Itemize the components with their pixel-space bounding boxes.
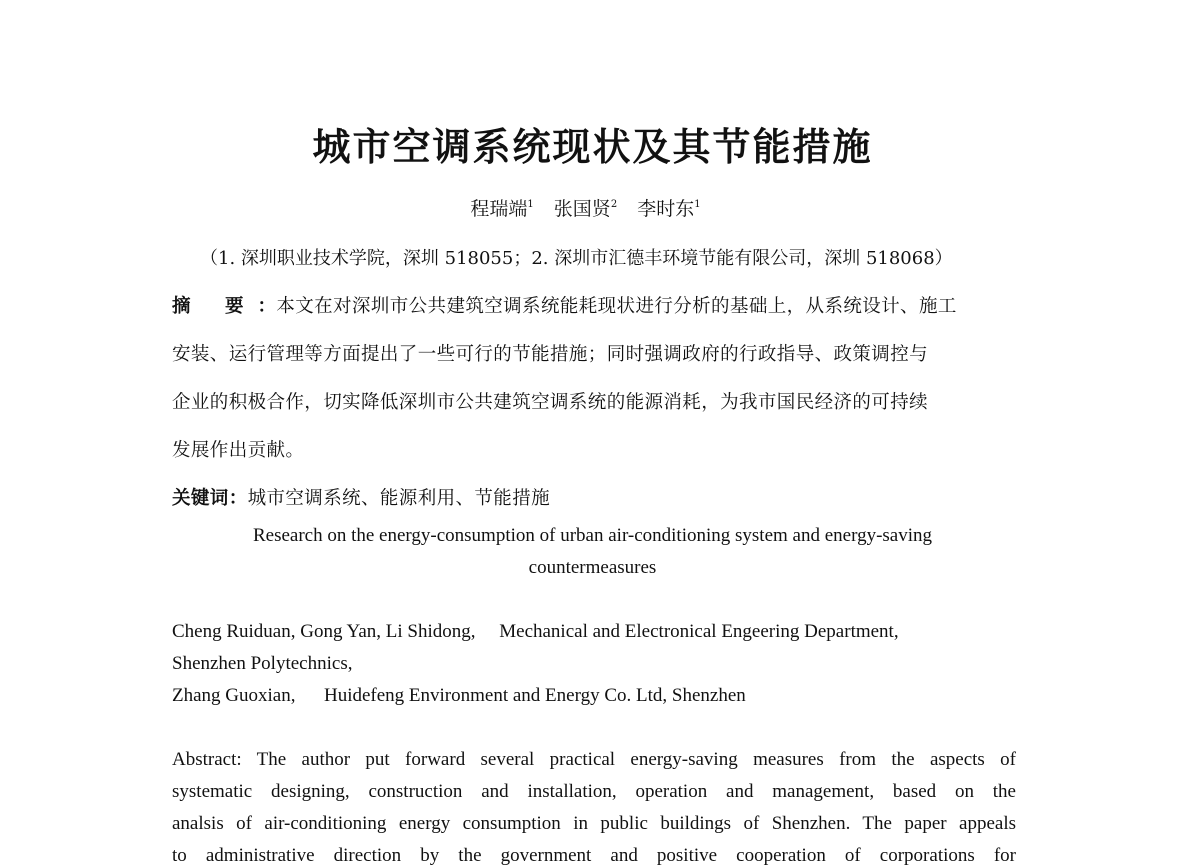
abstract-en-line: systematic designing, construction and installation, operation and management, based on the [172,781,1016,802]
abstract-cn-line [172,292,957,318]
keywords-cn-colon: ： [228,488,248,509]
author-affiliation-mark: 2 [610,199,618,210]
english-author-line: Cheng Ruiduan, Gong Yan, Li Shidong, Mechanical and Electronical Engeering Department, [172,621,899,642]
abstract-cn-line: 安装、运行管理等方面提出了一些可行的节能措施；同时强调政府的行政指导、政策调控与 [172,344,929,365]
english-author-line: Zhang Guoxian, Huidefeng Environment and Energy Co. Ltd, Shenzhen [172,685,746,706]
english-title-line: countermeasures [528,557,657,578]
english-author-line: Shenzhen Polytechnics, [172,653,353,674]
keywords-cn-label: 关键词 [172,488,229,509]
author-affiliation-mark: 1 [527,199,534,210]
abstract-cn-label: 摘 要 [172,296,258,317]
keywords-cn-value: 城市空调系统、能源利用、节能措施 [247,488,551,509]
affiliation-line: （1. 深圳职业技术学院，深圳 518055；2. 深圳市汇德丰环境节能有限公司，深圳 518068） [200,248,953,269]
abstract-en-line: analsis of air-conditioning energy consumption in public buildings of Shenzhen. The paper appeals [172,813,1016,834]
english-title-line: Research on the energy-consumption of urban air-conditioning system and energy-saving [252,525,933,546]
abstract-cn-line: 企业的积极合作，切实降低深圳市公共建筑空调系统的能源消耗，为我市国民经济的可持续 [172,392,929,413]
author-affiliation-mark: 1 [694,199,701,210]
abstract-en-line: Abstract: The author put forward several practical energy-saving measures from the aspects of [172,749,1016,770]
author-name: 李时东 [637,198,695,220]
abstract-cn-text: 本文在对深圳市公共建筑空调系统能耗现状进行分析的基础上，从系统设计、施工 [276,296,957,317]
abstract-en-line: to administrative direction by the government and positive cooperation of corporations for [172,845,1016,866]
abstract-cn-colon: ： [257,296,277,317]
author-name: 程瑞端 [470,198,528,220]
paper-title: 城市空调系统现状及其节能措施 [312,125,873,169]
abstract-cn-line: 发展作出贡献。 [172,440,305,461]
keywords-cn-line [172,484,550,510]
author-name: 张国贤 [553,198,611,220]
author-list [0,194,1185,221]
